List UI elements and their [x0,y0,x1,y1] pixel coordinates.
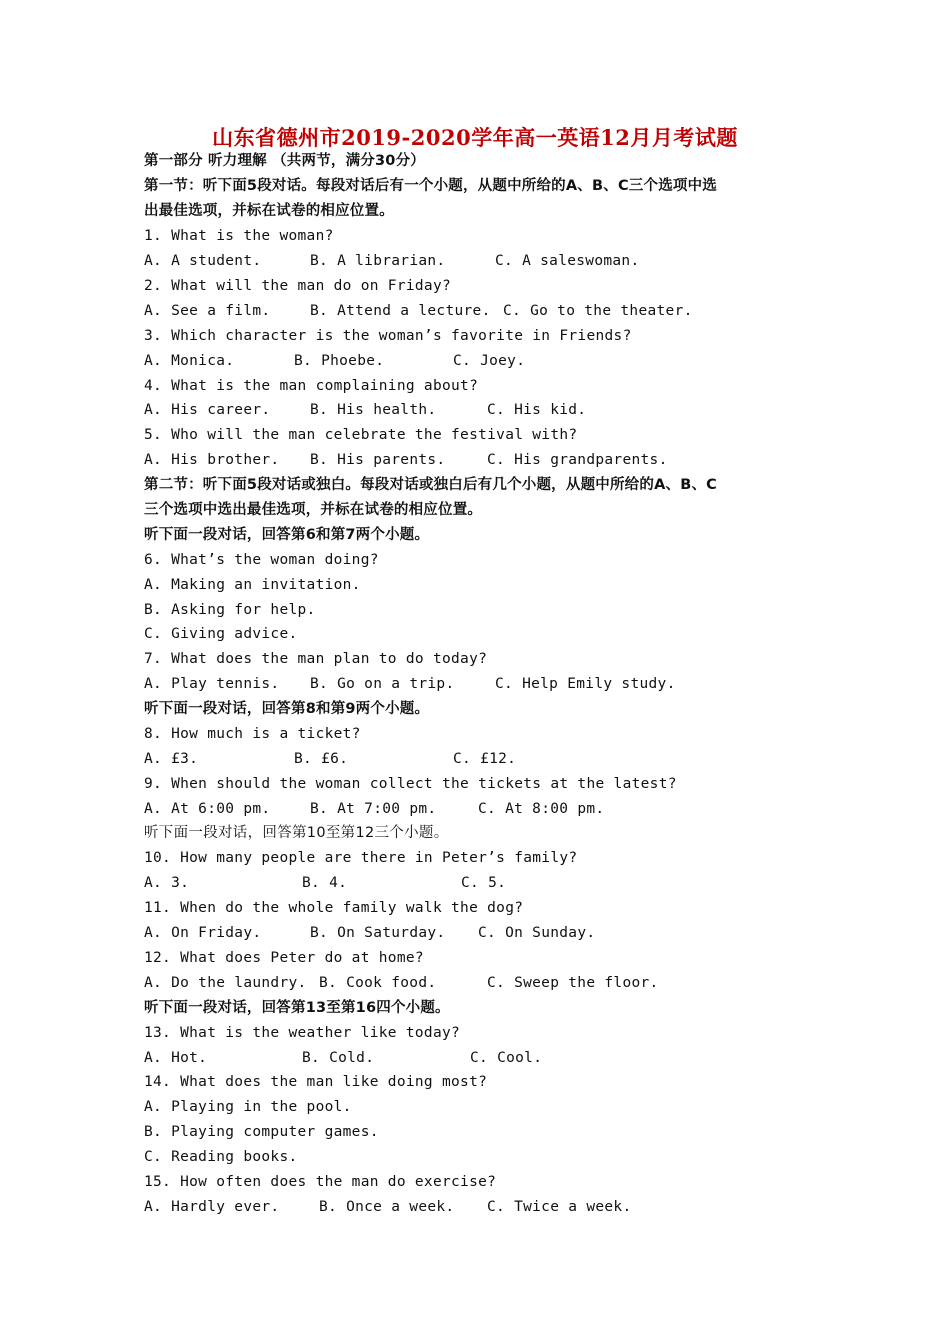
question-2: 2. What will the man do on Friday? [144,278,452,294]
question-9: 9. When should the woman collect the tickets at the latest? [144,776,677,792]
option-a: A. His brother. [144,452,280,468]
question-1: 1. What is the woman? [144,228,334,244]
question-10: 10. How many people are there in Peter’s family? [144,850,578,866]
option-c: C. Cool. [470,1050,543,1066]
option-b: B. His parents. [310,452,446,468]
option-a: A. Hot. [144,1050,208,1066]
question-13: 13. What is the weather like today? [144,1025,461,1041]
option-b: B. A librarian. [310,253,446,269]
option-14b: B. Playing computer games. [144,1124,379,1140]
question-8: 8. How much is a ticket? [144,726,361,742]
option-a: A. Do the laundry. [144,975,307,991]
option-14a: A. Playing in the pool. [144,1099,352,1115]
option-b: B. Phoebe. [294,353,385,369]
option-c: C. 5. [461,875,507,891]
section2-heading-line2: 三个选项中选出最佳选项，并标在试卷的相应位置。 [144,502,483,518]
option-c: C. His grandparents. [487,452,668,468]
question-14: 14. What does the man like doing most? [144,1074,488,1090]
option-b: B. 4. [302,875,348,891]
option-b: B. Cold. [302,1050,375,1066]
option-a: A. His career. [144,402,271,418]
option-b: B. £6. [294,751,349,767]
option-b: B. Once a week. [319,1199,455,1215]
option-c: C. Sweep the floor. [487,975,659,991]
option-a: A. On Friday. [144,925,262,941]
option-b: B. On Saturday. [310,925,446,941]
question-3: 3. Which character is the woman’s favorite in Friends? [144,328,632,344]
option-b: B. His health. [310,402,437,418]
part1-heading: 第一部分 听力理解 （共两节，满分30分） [144,153,425,169]
option-c: C. A saleswoman. [495,253,640,269]
option-a: A. See a film. [144,303,271,319]
option-6a: A. Making an invitation. [144,577,361,593]
question-11: 11. When do the whole family walk the dog? [144,900,524,916]
option-c: C. Go to the theater. [503,303,693,319]
question-4: 4. What is the man complaining about? [144,378,479,394]
question-15: 15. How often does the man do exercise? [144,1174,497,1190]
question-6: 6. What’s the woman doing? [144,552,379,568]
dialogue-intro-13-16: 听下面一段对话，回答第13至第16四个小题。 [144,1000,450,1016]
option-a: A. Play tennis. [144,676,280,692]
option-b: B. Attend a lecture. [310,303,491,319]
question-5: 5. Who will the man celebrate the festival with? [144,427,578,443]
option-a: A. 3. [144,875,190,891]
option-c: C. Help Emily study. [495,676,676,692]
option-a: A. Hardly ever. [144,1199,280,1215]
option-6b: B. Asking for help. [144,602,316,618]
section1-heading-line2: 出最佳选项，并标在试卷的相应位置。 [144,203,394,219]
option-b: B. At 7:00 pm. [310,801,437,817]
option-a: A. Monica. [144,353,235,369]
dialogue-intro-8-9: 听下面一段对话，回答第8和第9两个小题。 [144,701,430,717]
option-c: C. Twice a week. [487,1199,632,1215]
exam-title: 山东省德州市2019-2020学年高一英语12月月考试题 [212,125,738,150]
dialogue-intro-6-7: 听下面一段对话，回答第6和第7两个小题。 [144,527,430,543]
option-a: A. £3. [144,751,199,767]
question-12: 12. What does Peter do at home? [144,950,424,966]
option-b: B. Go on a trip. [310,676,455,692]
option-14c: C. Reading books. [144,1149,298,1165]
option-c: C. His kid. [487,402,587,418]
option-b: B. Cook food. [319,975,437,991]
section2-heading-line1: 第二节：听下面5段对话或独白。每段对话或独白后有几个小题，从题中所给的A、B、C [144,477,718,493]
option-c: C. Joey. [453,353,526,369]
option-a: A. At 6:00 pm. [144,801,271,817]
option-c: C. £12. [453,751,517,767]
option-6c: C. Giving advice. [144,626,298,642]
option-c: C. On Sunday. [478,925,596,941]
question-7: 7. What does the man plan to do today? [144,651,488,667]
option-c: C. At 8:00 pm. [478,801,605,817]
option-a: A. A student. [144,253,262,269]
dialogue-intro-10-12: 听下面一段对话，回答第10至第12三个小题。 [144,825,449,841]
section1-heading-line1: 第一节：听下面5段对话。每段对话后有一个小题，从题中所给的A、B、C三个选项中选 [144,178,718,194]
